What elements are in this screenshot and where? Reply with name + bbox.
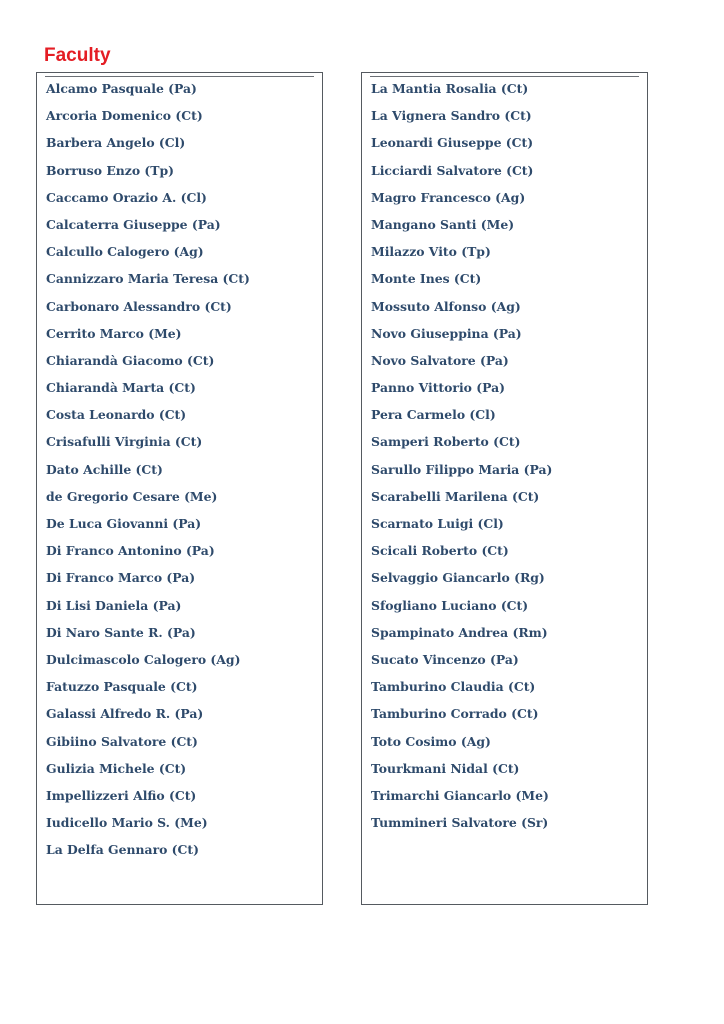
faculty-member: Di Naro Sante R. (Pa)	[46, 624, 196, 640]
faculty-member: Scarnato Luigi (Cl)	[371, 516, 504, 531]
faculty-member: Barbera Angelo (Cl)	[46, 135, 186, 151]
faculty-member: La Vignera Sandro (Ct)	[371, 108, 532, 124]
faculty-member: Sarullo Filippo Maria (Pa)	[371, 461, 553, 477]
faculty-member: Costa Leonardo (Ct)	[46, 407, 187, 423]
faculty-column-left	[36, 72, 323, 905]
faculty-member: Samperi Roberto (Ct)	[371, 434, 521, 450]
faculty-member: Galassi Alfredo R. (Pa)	[46, 706, 204, 722]
faculty-list-right	[371, 78, 552, 839]
faculty-member: Di Franco Marco (Pa)	[46, 570, 196, 586]
faculty-member: Chiarandà Marta (Ct)	[46, 380, 196, 396]
faculty-member: Alcamo Pasquale (Pa)	[46, 81, 197, 96]
faculty-column-right	[361, 72, 648, 905]
faculty-member: Caccamo Orazio A. (Cl)	[46, 189, 207, 205]
faculty-member: Panno Vittorio (Pa)	[371, 380, 505, 396]
faculty-member: Pera Carmelo (Cl)	[371, 407, 496, 423]
faculty-member: Milazzo Vito (Tp)	[371, 244, 491, 260]
faculty-member: Sucato Vincenzo (Pa)	[371, 651, 519, 667]
faculty-member: Mossuto Alfonso (Ag)	[371, 298, 521, 314]
faculty-member: Tourkmani Nidal (Ct)	[371, 760, 520, 776]
faculty-member: Calcullo Calogero (Ag)	[46, 244, 204, 260]
faculty-member: Spampinato Andrea (Rm)	[371, 624, 548, 640]
faculty-member: Borruso Enzo (Tp)	[46, 162, 175, 178]
faculty-member: Tamburino Corrado (Ct)	[371, 706, 539, 722]
faculty-member: Crisafulli Virginia (Ct)	[46, 434, 203, 450]
faculty-member: De Luca Giovanni (Pa)	[46, 516, 202, 531]
faculty-member: Iudicello Mario S. (Me)	[46, 815, 208, 831]
faculty-member: Tummineri Salvatore (Sr)	[371, 815, 549, 831]
faculty-member: Gulizia Michele (Ct)	[46, 760, 187, 776]
faculty-member: Scicali Roberto (Ct)	[371, 543, 509, 559]
page-heading: Faculty	[44, 45, 111, 66]
faculty-member: Mangano Santi (Me)	[371, 216, 515, 232]
faculty-member: Dato Achille (Ct)	[46, 461, 163, 477]
faculty-member: Gibiino Salvatore (Ct)	[46, 733, 198, 749]
faculty-member: Monte Ines (Ct)	[371, 271, 482, 287]
faculty-member: Carbonaro Alessandro (Ct)	[46, 298, 232, 314]
faculty-member: Magro Francesco (Ag)	[371, 189, 526, 205]
faculty-member: La Mantia Rosalia (Ct)	[371, 81, 529, 96]
faculty-member: Novo Salvatore (Pa)	[371, 352, 509, 368]
faculty-member: Di Franco Antonino (Pa)	[46, 543, 215, 559]
faculty-member: Di Lisi Daniela (Pa)	[46, 597, 182, 613]
faculty-member: Licciardi Salvatore (Ct)	[371, 162, 534, 178]
faculty-member: Fatuzzo Pasquale (Ct)	[46, 679, 198, 695]
faculty-member: Cerrito Marco (Me)	[46, 325, 182, 341]
faculty-member: Selvaggio Giancarlo (Rg)	[371, 570, 545, 586]
faculty-member: Dulcimascolo Calogero (Ag)	[46, 651, 241, 667]
faculty-member: Cannizzaro Maria Teresa (Ct)	[46, 271, 250, 287]
faculty-member: Impellizzeri Alfio (Ct)	[46, 787, 197, 803]
faculty-member: Calcaterra Giuseppe (Pa)	[46, 216, 221, 232]
faculty-member: Novo Giuseppina (Pa)	[371, 325, 522, 341]
faculty-member: Leonardi Giuseppe (Ct)	[371, 135, 534, 151]
faculty-member: La Delfa Gennaro (Ct)	[46, 842, 199, 858]
faculty-member: Tamburino Claudia (Ct)	[371, 679, 536, 695]
faculty-member: Trimarchi Giancarlo (Me)	[371, 787, 549, 803]
faculty-member: Toto Cosimo (Ag)	[371, 733, 491, 749]
column-top-rule	[370, 76, 639, 77]
faculty-member: de Gregorio Cesare (Me)	[46, 488, 218, 504]
faculty-member: Sfogliano Luciano (Ct)	[371, 597, 529, 613]
faculty-member: Arcoria Domenico (Ct)	[46, 108, 203, 124]
faculty-member: Chiarandà Giacomo (Ct)	[46, 352, 215, 368]
column-top-rule	[45, 76, 314, 77]
faculty-list-left	[46, 78, 250, 866]
faculty-member: Scarabelli Marilena (Ct)	[371, 488, 540, 504]
